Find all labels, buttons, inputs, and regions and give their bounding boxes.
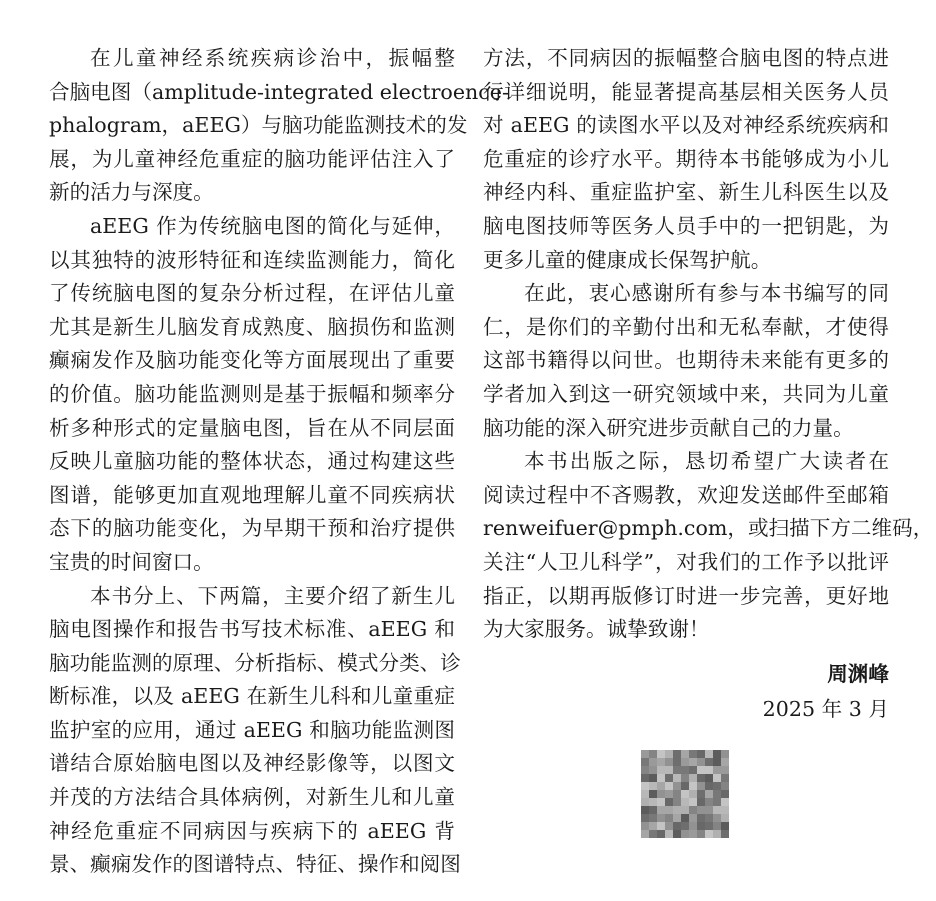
qr-cell xyxy=(649,758,657,766)
right-column xyxy=(483,42,934,647)
qr-cell xyxy=(713,822,721,830)
qr-cell xyxy=(705,806,713,814)
qr-cell xyxy=(697,774,705,782)
qr-cell xyxy=(721,782,729,790)
left-column xyxy=(49,42,509,882)
qr-cell xyxy=(673,806,681,814)
qr-cell xyxy=(705,774,713,782)
qr-cell xyxy=(713,766,721,774)
qr-cell xyxy=(681,814,689,822)
qr-cell xyxy=(681,806,689,814)
text-line: 为大家服务。诚挚致谢！ xyxy=(483,617,710,642)
text-line: 以其独特的波形特征和连续监测能力，简化 xyxy=(49,247,455,272)
qr-cell xyxy=(665,822,673,830)
text-line: 仁，是你们的辛勤付出和无私奉献，才使得 xyxy=(483,314,889,339)
qr-cell xyxy=(657,830,665,838)
text-line: 断标准，以及 aEEG 在新生儿科和儿童重症 xyxy=(49,684,455,709)
text-line: 阅读过程中不吝赐教，欢迎发送邮件至邮箱 xyxy=(483,482,889,507)
qr-cell xyxy=(705,830,713,838)
signature-date: 2025 年 3 月 xyxy=(762,697,889,721)
qr-cell xyxy=(681,774,689,782)
qr-cell xyxy=(689,822,697,830)
text-line: 学者加入到这一研究领域中来，共同为儿童 xyxy=(483,381,889,406)
text-line: 脑功能监测的原理、分析指标、模式分类、诊 xyxy=(49,650,461,675)
qr-cell xyxy=(657,750,665,758)
text-line: 本书出版之际，恳切希望广大读者在 xyxy=(524,449,889,474)
qr-cell xyxy=(697,822,705,830)
qr-cell xyxy=(689,766,697,774)
text-line: 反映儿童脑功能的整体状态，通过构建这些 xyxy=(49,449,455,474)
qr-cell xyxy=(697,790,705,798)
qr-cell xyxy=(665,782,673,790)
qr-cell xyxy=(697,758,705,766)
qr-cell xyxy=(681,790,689,798)
qr-cell xyxy=(697,830,705,838)
qr-cell xyxy=(665,806,673,814)
qr-cell xyxy=(673,774,681,782)
qr-cell xyxy=(657,766,665,774)
qr-cell xyxy=(673,814,681,822)
qr-cell xyxy=(681,782,689,790)
qr-cell xyxy=(673,766,681,774)
text-line: phalogram，aEEG）与脑功能监测技术的发 xyxy=(49,113,468,138)
qr-cell xyxy=(641,782,649,790)
qr-cell xyxy=(665,758,673,766)
qr-cell xyxy=(705,766,713,774)
text-line: 本书分上、下两篇，主要介绍了新生儿 xyxy=(90,583,455,608)
qr-cell xyxy=(689,750,697,758)
qr-cell xyxy=(665,766,673,774)
qr-cell xyxy=(641,806,649,814)
qr-cell xyxy=(673,790,681,798)
qr-cell xyxy=(697,814,705,822)
qr-cell xyxy=(673,822,681,830)
qr-cell xyxy=(673,758,681,766)
text-line: 神经危重症不同病因与疾病下的 aEEG 背 xyxy=(49,818,455,843)
qr-cell xyxy=(673,798,681,806)
text-line: renweifuer@pmph.com，或扫描下方二维码， xyxy=(483,516,934,541)
qr-cell xyxy=(665,774,673,782)
qr-cell xyxy=(649,766,657,774)
text-line: 脑电图技师等医务人员手中的一把钥匙，为 xyxy=(483,213,889,238)
qr-cell xyxy=(665,814,673,822)
qr-cell xyxy=(713,758,721,766)
qr-cell xyxy=(673,750,681,758)
text-line: 更多儿童的健康成长保驾护航。 xyxy=(483,247,772,272)
qr-cell xyxy=(641,790,649,798)
qr-cell xyxy=(681,766,689,774)
qr-cell xyxy=(721,750,729,758)
text-line: 宝贵的时间窗口。 xyxy=(49,549,214,574)
qr-cell xyxy=(721,790,729,798)
qr-cell xyxy=(721,806,729,814)
qr-cell xyxy=(689,782,697,790)
qr-cell xyxy=(721,830,729,838)
qr-cell xyxy=(649,750,657,758)
qr-cell xyxy=(681,758,689,766)
qr-cell xyxy=(689,774,697,782)
qr-cell xyxy=(657,806,665,814)
text-line: 癫痫发作及脑功能变化等方面展现出了重要 xyxy=(49,348,455,373)
qr-cell xyxy=(649,798,657,806)
qr-cell xyxy=(713,790,721,798)
qr-cell xyxy=(657,782,665,790)
text-line: 行详细说明，能显著提高基层相关医务人员 xyxy=(483,79,889,104)
text-line: 并茂的方法结合具体病例，对新生儿和儿童 xyxy=(49,785,455,810)
qr-cell xyxy=(697,766,705,774)
qr-cell xyxy=(721,798,729,806)
qr-cell xyxy=(657,758,665,766)
qr-cell xyxy=(657,774,665,782)
qr-cell xyxy=(713,814,721,822)
qr-cell xyxy=(641,830,649,838)
qr-cell xyxy=(665,750,673,758)
qr-cell xyxy=(641,766,649,774)
qr-cell xyxy=(641,798,649,806)
qr-cell xyxy=(649,830,657,838)
qr-cell xyxy=(641,814,649,822)
qr-cell xyxy=(689,830,697,838)
qr-cell xyxy=(697,750,705,758)
qr-cell xyxy=(713,774,721,782)
qr-cell xyxy=(705,822,713,830)
qr-cell xyxy=(649,814,657,822)
qr-cell xyxy=(721,822,729,830)
qr-cell xyxy=(689,790,697,798)
qr-cell xyxy=(657,814,665,822)
text-line: 态下的脑功能变化，为早期干预和治疗提供 xyxy=(49,516,455,541)
text-line: 析多种形式的定量脑电图，旨在从不同层面 xyxy=(49,415,455,440)
qr-cell xyxy=(641,750,649,758)
text-line: 对 aEEG 的读图水平以及对神经系统疾病和 xyxy=(483,113,889,138)
text-line: 新的活力与深度。 xyxy=(49,180,214,205)
qr-cell xyxy=(713,798,721,806)
text-line: 关注“人卫儿科学”，对我们的工作予以批评 xyxy=(483,549,889,574)
qr-cell xyxy=(681,750,689,758)
text-line: 这部书籍得以问世。也期待未来能有更多的 xyxy=(483,348,889,373)
qr-cell xyxy=(657,790,665,798)
qr-cell xyxy=(649,774,657,782)
qr-cell xyxy=(705,750,713,758)
qr-cell xyxy=(641,758,649,766)
qr-cell xyxy=(649,782,657,790)
qr-cell xyxy=(657,822,665,830)
qr-cell xyxy=(657,798,665,806)
qr-cell xyxy=(721,758,729,766)
qr-cell xyxy=(705,790,713,798)
qr-cell xyxy=(721,766,729,774)
qr-cell xyxy=(705,782,713,790)
qr-cell xyxy=(705,758,713,766)
qr-cell xyxy=(689,814,697,822)
qr-cell xyxy=(641,822,649,830)
qr-cell xyxy=(689,758,697,766)
qr-cell xyxy=(649,806,657,814)
text-line: 危重症的诊疗水平。期待本书能够成为小儿 xyxy=(483,146,889,171)
qr-cell xyxy=(665,798,673,806)
qr-cell xyxy=(713,782,721,790)
text-line: 的价值。脑功能监测则是基于振幅和频率分 xyxy=(49,381,455,406)
qr-cell xyxy=(641,774,649,782)
author-signature: 周渊峰 xyxy=(827,662,889,686)
qr-cell xyxy=(713,750,721,758)
text-line: 谱结合原始脑电图以及神经影像等，以图文 xyxy=(49,751,455,776)
text-line: 尤其是新生儿脑发育成熟度、脑损伤和监测 xyxy=(49,314,455,339)
qr-cell xyxy=(689,798,697,806)
qr-cell xyxy=(665,790,673,798)
text-line: 方法，不同病因的振幅整合脑电图的特点进 xyxy=(483,46,889,70)
qr-code-icon xyxy=(641,750,729,838)
qr-cell xyxy=(689,806,697,814)
qr-cell xyxy=(697,782,705,790)
qr-cell xyxy=(665,830,673,838)
qr-cell xyxy=(705,814,713,822)
qr-cell xyxy=(649,822,657,830)
text-line: 神经内科、重症监护室、新生儿科医生以及 xyxy=(483,180,889,205)
text-line: aEEG 作为传统脑电图的简化与延伸， xyxy=(90,213,455,238)
text-line: 合脑电图（amplitude-integrated electroence- xyxy=(49,79,509,104)
text-line: 脑电图操作和报告书写技术标准、aEEG 和 xyxy=(49,617,455,642)
qr-cell xyxy=(673,830,681,838)
qr-cell xyxy=(681,798,689,806)
qr-cell xyxy=(681,822,689,830)
text-line: 在儿童神经系统疾病诊治中，振幅整 xyxy=(90,46,455,70)
text-line: 脑功能的深入研究进步贡献自己的力量。 xyxy=(483,415,854,440)
qr-cell xyxy=(681,830,689,838)
text-line: 指正，以期再版修订时进一步完善，更好地 xyxy=(483,583,889,608)
text-line: 了传统脑电图的复杂分析过程，在评估儿童 xyxy=(49,281,455,306)
qr-cell xyxy=(649,790,657,798)
text-line: 景、癫痫发作的图谱特点、特征、操作和阅图 xyxy=(49,852,461,877)
qr-cell xyxy=(697,806,705,814)
text-line: 展，为儿童神经危重症的脑功能评估注入了 xyxy=(49,146,455,171)
qr-cell xyxy=(673,782,681,790)
qr-cell xyxy=(705,798,713,806)
qr-cell xyxy=(721,814,729,822)
text-line: 图谱，能够更加直观地理解儿童不同疾病状 xyxy=(49,482,455,507)
qr-cell xyxy=(697,798,705,806)
qr-cell xyxy=(721,774,729,782)
qr-cell xyxy=(713,806,721,814)
text-line: 在此，衷心感谢所有参与本书编写的同 xyxy=(524,281,889,306)
text-line: 监护室的应用，通过 aEEG 和脑功能监测图 xyxy=(49,717,455,742)
qr-cell xyxy=(713,830,721,838)
